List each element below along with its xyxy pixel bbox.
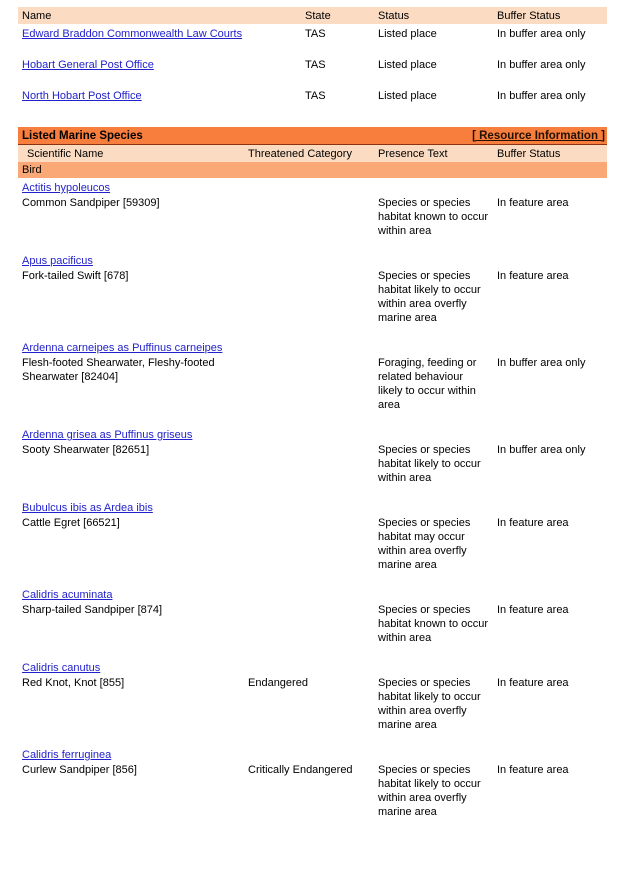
- place-link[interactable]: Hobart General Post Office: [22, 59, 154, 71]
- places-table-header: [18, 7, 607, 24]
- column-header-name: Name: [22, 10, 52, 22]
- species-buffer-status: In buffer area only: [497, 444, 586, 456]
- species-presence-text: Foraging, feeding or related behaviour likely to occur within area: [378, 357, 477, 411]
- species-common-name: Red Knot, Knot [855]: [22, 677, 125, 689]
- species-row: [18, 338, 607, 425]
- column-header-state: State: [305, 10, 331, 22]
- species-common-name: Common Sandpiper [59309]: [22, 197, 160, 209]
- species-row: [18, 585, 607, 658]
- species-row: [18, 658, 607, 745]
- species-presence-text: Species or species habitat known to occur within area: [378, 197, 489, 237]
- species-presence-text: Species or species habitat likely to occur within area overfly marine area: [378, 270, 481, 324]
- species-row: [18, 178, 607, 251]
- species-buffer-status: In feature area: [497, 677, 569, 689]
- species-row: [18, 745, 607, 832]
- table-row: [18, 55, 607, 86]
- species-threatened-category: Endangered: [248, 677, 308, 689]
- group-row-bird: Bird: [18, 162, 607, 178]
- species-buffer-status: In feature area: [497, 517, 569, 529]
- section-title: Listed Marine Species: [22, 129, 143, 142]
- species-common-name: Sharp-tailed Sandpiper [874]: [22, 604, 163, 616]
- column-header-scientific-name: Scientific Name: [27, 147, 104, 160]
- place-state: TAS: [305, 90, 326, 102]
- place-status: Listed place: [378, 90, 437, 102]
- species-link[interactable]: Apus pacificus: [22, 255, 93, 267]
- place-status: Listed place: [378, 28, 437, 40]
- species-threatened-category: Critically Endangered: [248, 764, 353, 776]
- species-presence-text: Species or species habitat likely to occur within area overfly marine area: [378, 764, 481, 818]
- species-threatened-category: [248, 516, 378, 572]
- place-link[interactable]: Edward Braddon Commonwealth Law Courts: [22, 28, 243, 40]
- column-header-buffer-status: Buffer Status: [497, 147, 561, 160]
- place-state: TAS: [305, 59, 326, 71]
- species-presence-text: Species or species habitat known to occur within area: [378, 604, 489, 644]
- species-link[interactable]: Calidris acuminata: [22, 589, 113, 601]
- species-link[interactable]: Calidris ferruginea: [22, 749, 112, 761]
- species-link[interactable]: Actitis hypoleucos: [22, 182, 111, 194]
- species-threatened-category: [248, 603, 378, 645]
- species-threatened-category: [248, 443, 378, 485]
- species-buffer-status: In feature area: [497, 764, 569, 776]
- species-buffer-status: In feature area: [497, 197, 569, 209]
- species-common-name: Flesh-footed Shearwater, Fleshy-footed Shearwater [82404]: [22, 357, 215, 383]
- species-common-name: Curlew Sandpiper [856]: [22, 764, 137, 776]
- species-presence-text: Species or species habitat likely to occur within area: [378, 444, 481, 484]
- table-row: [18, 24, 607, 55]
- species-threatened-category: [248, 356, 378, 412]
- species-buffer-status: In feature area: [497, 604, 569, 616]
- resource-information-link[interactable]: [ Resource Information ]: [472, 129, 605, 142]
- places-table: [18, 7, 607, 117]
- species-link[interactable]: Ardenna grisea as Puffinus griseus: [22, 429, 193, 441]
- marine-table-header: [18, 145, 607, 162]
- column-header-threatened-category: Threatened Category: [248, 147, 352, 160]
- species-common-name: Sooty Shearwater [82651]: [22, 444, 150, 456]
- species-row: [18, 425, 607, 498]
- column-header-presence-text: Presence Text: [378, 147, 448, 160]
- species-threatened-category: [248, 269, 378, 325]
- species-buffer-status: In feature area: [497, 270, 569, 282]
- species-presence-text: Species or species habitat may occur within area overfly marine area: [378, 517, 471, 571]
- species-row: [18, 498, 607, 585]
- species-buffer-status: In buffer area only: [497, 357, 586, 369]
- species-presence-text: Species or species habitat likely to occur within area overfly marine area: [378, 677, 481, 731]
- species-link[interactable]: Bubulcus ibis as Ardea ibis: [22, 502, 153, 514]
- species-link[interactable]: Ardenna carneipes as Puffinus carneipes: [22, 342, 223, 354]
- species-common-name: Cattle Egret [66521]: [22, 517, 120, 529]
- place-status: Listed place: [378, 59, 437, 71]
- place-buffer-status: In buffer area only: [497, 28, 586, 40]
- species-link[interactable]: Calidris canutus: [22, 662, 101, 674]
- species-common-name: Fork-tailed Swift [678]: [22, 270, 129, 282]
- table-row: [18, 86, 607, 117]
- species-threatened-category: [248, 196, 378, 238]
- place-state: TAS: [305, 28, 326, 40]
- column-header-buffer-status: Buffer Status: [497, 10, 561, 22]
- marine-species-table: [18, 127, 607, 832]
- species-row: [18, 251, 607, 338]
- place-buffer-status: In buffer area only: [497, 59, 586, 71]
- place-link[interactable]: North Hobart Post Office: [22, 90, 142, 102]
- place-buffer-status: In buffer area only: [497, 90, 586, 102]
- column-header-status: Status: [378, 10, 410, 22]
- section-banner: [18, 127, 607, 145]
